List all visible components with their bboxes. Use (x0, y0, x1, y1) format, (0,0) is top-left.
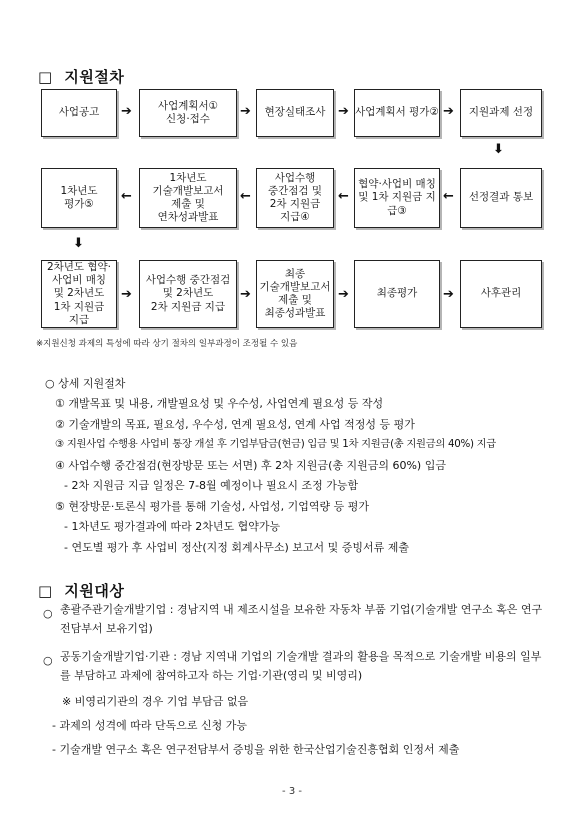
detail-item: ③ 지원사업 수행용 사업비 통장 개설 후 기업부담금(현금) 입금 및 1차 지원금(총 지원금의 40%) 지급 (55, 438, 496, 450)
section-title-procedure (38, 66, 124, 87)
arrow-right-icon: ➔ (121, 104, 132, 119)
bullet-circle: ○ (43, 607, 53, 620)
arrow-right-icon: ➔ (443, 287, 454, 302)
flow-step-first-year-report: 1차년도 기술개발보고서 제출 및 연차성과발표 (139, 168, 237, 228)
detail-item: ② 기술개발의 목표, 필요성, 우수성, 연계 필요성, 연계 사업 적정성 등 평가 (55, 418, 415, 431)
arrow-left-icon: ← (338, 189, 349, 204)
page-number: - 3 - (282, 786, 302, 797)
detail-item: ① 개발목표 및 내용, 개발필요성 및 우수성, 사업연계 필요성 등 작성 (55, 397, 384, 410)
flow-footnote: ※지원신청 과제의 특성에 따라 상기 절차의 일부과정이 조정될 수 있음 (36, 339, 298, 349)
flow-step-follow-up: 사후관리 (460, 260, 542, 328)
flow-step-final-report: 최종 기술개발보고서 제출 및 최종성과발표 (256, 260, 334, 328)
flow-step-result-notice: 선정결과 통보 (460, 168, 542, 228)
detail-subitem: - 1차년도 평가결과에 따라 2차년도 협약가능 (64, 520, 281, 533)
flow-step-application: 사업계획서① 신청·접수 (139, 89, 237, 137)
arrow-right-icon: ➔ (240, 287, 251, 302)
arrow-right-icon: ➔ (338, 104, 349, 119)
flow-step-second-year-interim: 사업수행 중간점검 및 2차년도 2차 지원금 지급 (139, 260, 237, 328)
flow-step-agreement: 협약·사업비 매칭 및 1차 지원금 지급③ (354, 168, 440, 228)
target-dash-item: - 과제의 성격에 따라 단독으로 신청 가능 (52, 719, 247, 732)
arrow-down-icon: ⬇ (73, 236, 84, 251)
target-note: ※ 비영리기관의 경우 기업 부담금 없음 (62, 695, 249, 708)
detail-item: ④ 사업수행 중간점검(현장방문 또는 서면) 후 2차 지원금(총 지원금의 60%) 입금 (55, 459, 446, 472)
arrow-right-icon: ➔ (240, 104, 251, 119)
target-dash-item: - 기술개발 연구소 혹은 연구전담부서 증빙을 위한 한국산업기술진흥협회 인정서 제출 (52, 743, 460, 756)
bullet-circle: ○ (43, 654, 53, 667)
detail-subitem: - 연도별 평가 후 사업비 정산(지정 회계사무소) 보고서 및 증빙서류 제출 (64, 541, 410, 554)
target-joint-company: 공동기술개발기업·기관 : 경남 지역내 기업의 기술개발 결과의 활용을 목적으로 기술개발 비용의 일부를 부담하고 과제에 참여하고자 하는 기업·기관(영리 및 비영리) (60, 650, 542, 683)
flow-step-interim-check: 사업수행 중간점검 및 2차 지원금 지급④ (256, 168, 334, 228)
section-title-text: 지원절차 (64, 68, 125, 86)
section-title-text: 지원대상 (64, 582, 125, 600)
target-lead-company: 총괄주관기술개발기업 : 경남지역 내 제조시설을 보유한 자동차 부품 기업(기술개발 연구소 혹은 연구전담부서 보유기업) (60, 603, 543, 636)
arrow-left-icon: ← (443, 189, 454, 204)
flow-step-final-evaluation: 최종평가 (354, 260, 440, 328)
arrow-left-icon: ← (121, 189, 132, 204)
flow-step-announcement: 사업공고 (41, 89, 117, 137)
arrow-right-icon: ➔ (121, 287, 132, 302)
detail-item: ⑤ 현장방문·토론식 평가를 통해 기술성, 사업성, 기업역량 등 평가 (55, 500, 369, 513)
arrow-down-icon: ⬇ (493, 142, 504, 157)
flow-step-first-year-evaluation: 1차년도 평가⑤ (41, 168, 117, 228)
flow-step-site-survey: 현장실태조사 (256, 89, 334, 137)
details-title: ○ 상세 지원절차 (45, 377, 126, 390)
arrow-right-icon: ➔ (338, 287, 349, 302)
arrow-right-icon: ➔ (443, 104, 454, 119)
arrow-left-icon: ← (240, 189, 251, 204)
flow-step-second-year-agreement: 2차년도 협약· 사업비 매칭 및 2차년도 1차 지원금 지급 (41, 260, 117, 328)
section-title-eligibility (38, 580, 124, 601)
detail-subitem: - 2차 지원금 지급 일정은 7-8월 예정이나 필요시 조정 가능함 (64, 479, 359, 492)
flow-step-plan-evaluation: 사업계획서 평가② (354, 89, 440, 137)
checkbox-square-icon: □ (38, 582, 53, 600)
checkbox-square-icon: □ (38, 68, 53, 86)
flow-step-project-selection: 지원과제 선정 (460, 89, 542, 137)
